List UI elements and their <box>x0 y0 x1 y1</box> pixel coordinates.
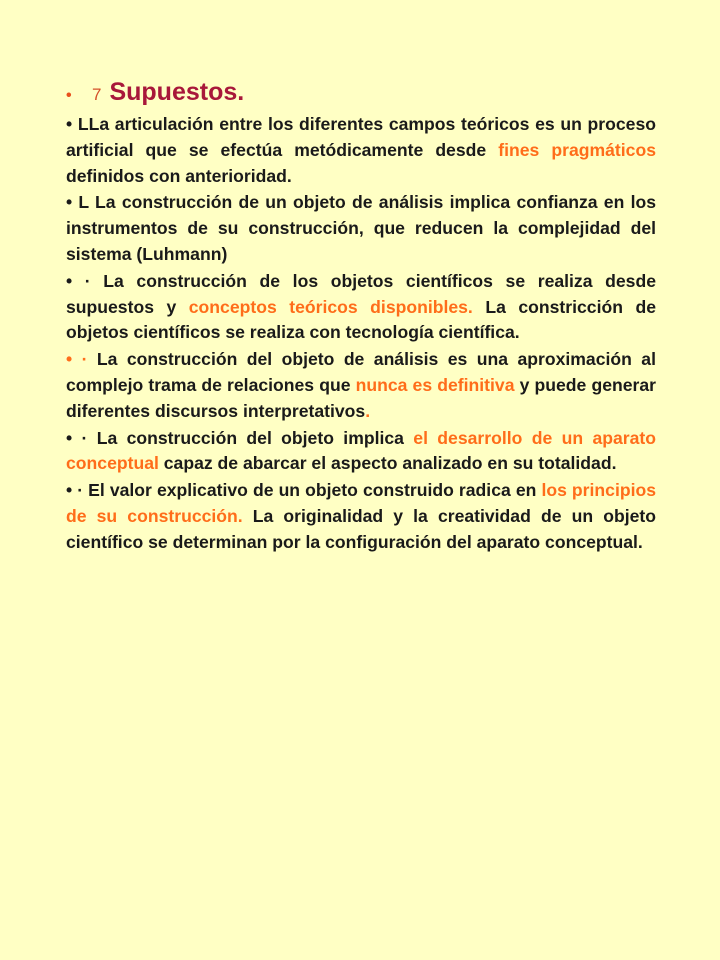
text-segment: La constricción de objetos científicos se realiza con tecnología científica. <box>66 296 656 343</box>
paragraph-articulacion <box>66 112 656 189</box>
slide-title <box>66 78 656 108</box>
text-segment: • · La construcción del objeto implica <box>66 427 414 448</box>
paragraph-aparato-conceptual <box>66 426 656 478</box>
text-segment: La construcción del objeto de análisis es una aproximación al complejo trama de relaciones que <box>66 349 656 395</box>
text-segment: • · El valor explicativo de un objeto construido radica en <box>66 480 542 501</box>
paragraph-aproximacion <box>66 347 656 424</box>
text-segment: • · La construcción de los objetos científicos se realiza desde supuestos y <box>66 270 656 317</box>
paragraph-confianza <box>66 190 656 267</box>
text-segment: • L La construcción de un objeto de análisis implica confianza en los instrumentos de su construcción, que reducen la complejidad del sistema (Luhmann) <box>66 192 656 264</box>
paragraph-valor-explicativo <box>66 478 656 555</box>
highlight-period: . <box>365 400 371 421</box>
text-segment: definidos con anterioridad. <box>66 165 292 186</box>
text-segment: La originalidad y la creatividad de un objeto científico se determinan por la configuración del aparato conceptual. <box>66 505 656 552</box>
text-segment: capaz de abarcar el aspecto analizado en su totalidad. <box>158 453 617 474</box>
paragraph-objetos-cientificos <box>66 269 656 346</box>
highlight-fines-pragmaticos: fines pragmáticos <box>498 139 656 160</box>
bullet-marker: • · <box>66 349 88 370</box>
text-segment: y puede generar diferentes discursos interpretativos <box>66 374 656 421</box>
title-number: 7 <box>92 85 102 104</box>
title-bullet: • <box>66 87 72 104</box>
highlight-nunca-definitiva: nunca es definitiva <box>355 374 515 395</box>
title-text: Supuestos. <box>109 78 245 106</box>
highlight-desarrollo-aparato: el desarrollo de un aparato conceptual <box>66 427 656 474</box>
slide-content <box>66 78 656 557</box>
text-segment: • LLa articulación entre los diferentes campos teóricos es un proceso artificial que se efectúa metódicamente desde <box>66 114 656 160</box>
highlight-conceptos-teoricos: conceptos teóricos disponibles. <box>188 296 473 317</box>
highlight-principios-construccion: los principios de su construcción. <box>66 480 656 526</box>
